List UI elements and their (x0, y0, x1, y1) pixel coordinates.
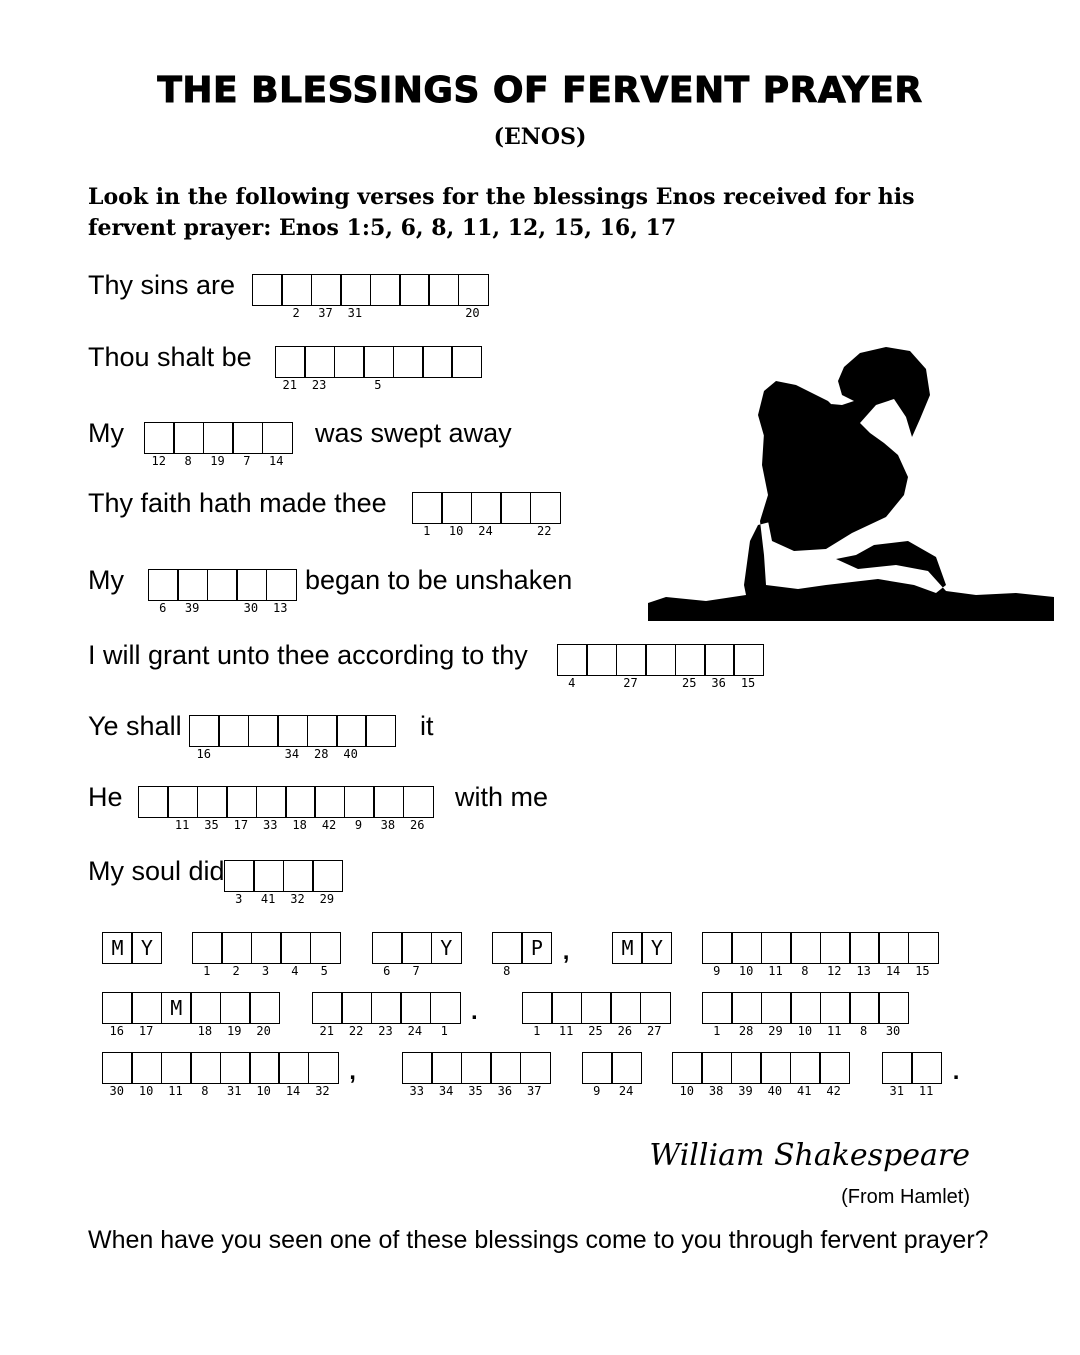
letter-number: 20 (256, 1024, 271, 1038)
letter-number: 5 (320, 964, 328, 978)
punctuation-mark: . (952, 1058, 960, 1085)
letter-number: 17 (233, 818, 249, 832)
letter-number: 38 (708, 1084, 724, 1098)
letter-box[interactable] (645, 644, 676, 676)
letter-box[interactable] (760, 1052, 791, 1084)
letter-number: 23 (378, 1024, 393, 1038)
letter-number (370, 306, 399, 320)
letter-number: 2 (292, 306, 300, 320)
letter-box[interactable] (203, 422, 234, 454)
letter-box[interactable] (878, 932, 909, 964)
letter-number: 9 (354, 818, 363, 832)
letter-box[interactable] (226, 786, 257, 818)
answer-boxes[interactable] (189, 715, 395, 761)
letter-box[interactable] (582, 1052, 613, 1084)
letter-number: 26 (617, 1024, 633, 1038)
letter-box[interactable] (403, 786, 434, 818)
letter-box[interactable] (522, 992, 553, 1024)
letter-box[interactable] (701, 1052, 732, 1084)
answer-boxes[interactable] (412, 492, 559, 538)
cipher-word[interactable] (102, 992, 278, 1038)
letter-box[interactable] (430, 992, 461, 1024)
letter-number: 22 (537, 524, 552, 538)
letter-box[interactable] (340, 274, 371, 306)
letter-box[interactable] (190, 1052, 221, 1084)
letter-number: 12 (827, 964, 842, 978)
letter-number: 8 (503, 964, 511, 978)
cipher-word[interactable] (882, 1052, 941, 1098)
letter-box[interactable] (308, 1052, 339, 1084)
letter-box[interactable] (102, 992, 133, 1024)
letter-box[interactable] (431, 1052, 462, 1084)
letter-number: 32 (315, 1084, 330, 1098)
letter-box[interactable] (218, 715, 249, 747)
letter-number: 30 (243, 601, 259, 615)
letter-number: 25 (682, 676, 697, 690)
letter-number: 35 (468, 1084, 483, 1098)
letter-number: 11 (174, 818, 190, 832)
letter-box[interactable] (731, 932, 762, 964)
letter-number: 19 (210, 454, 225, 468)
cipher-word[interactable] (672, 1052, 848, 1098)
letter-box[interactable] (256, 786, 287, 818)
answer-boxes[interactable] (138, 786, 432, 832)
letter-number: 41 (797, 1084, 812, 1098)
letter-box[interactable] (733, 644, 764, 676)
letter-box[interactable] (586, 644, 617, 676)
letter-number: 9 (593, 1084, 601, 1098)
letter-number: 16 (109, 1024, 124, 1038)
letter-number: 28 (314, 747, 329, 761)
puzzle-clue-label: Thou shalt be (88, 342, 252, 372)
cipher-word[interactable] (582, 1052, 641, 1098)
letter-number: 1 (423, 524, 431, 538)
letter-box[interactable] (882, 1052, 913, 1084)
letter-number: 8 (801, 964, 809, 978)
letter-box[interactable] (551, 992, 582, 1024)
letter-box[interactable] (278, 1052, 309, 1084)
letter-number: 26 (409, 818, 425, 832)
letter-box[interactable] (401, 932, 432, 964)
letter-box[interactable] (372, 932, 403, 964)
puzzle-clue-label: I will grant unto thee according to thy (88, 640, 528, 670)
letter-number: 8 (860, 1024, 868, 1038)
letter-box[interactable] (441, 492, 472, 524)
letter-box[interactable]: Y (431, 932, 462, 964)
cipher-word[interactable] (312, 992, 459, 1038)
letter-box[interactable] (192, 932, 223, 964)
letter-box[interactable] (161, 1052, 192, 1084)
letter-number: 24 (407, 1024, 423, 1038)
cipher-word[interactable] (102, 932, 161, 964)
letter-number: 35 (204, 818, 219, 832)
letter-number (422, 378, 451, 392)
cipher-word[interactable] (702, 992, 908, 1038)
letter-number: 14 (885, 964, 901, 978)
letter-number (428, 306, 457, 320)
letter-box[interactable] (144, 422, 175, 454)
page-subtitle: (ENOS) (493, 124, 587, 150)
letter-number: 13 (856, 964, 871, 978)
letter-number: 6 (383, 964, 391, 978)
letter-box[interactable] (451, 346, 482, 378)
letter-box[interactable] (702, 932, 733, 964)
letter-number: 4 (291, 964, 299, 978)
letter-box[interactable] (370, 274, 401, 306)
quote-source: (From Hamlet) (841, 1186, 970, 1208)
letter-box[interactable] (314, 786, 345, 818)
letter-number (586, 676, 615, 690)
cipher-word[interactable] (522, 992, 669, 1038)
cipher-word[interactable] (612, 932, 671, 964)
letter-box[interactable] (221, 932, 252, 964)
letter-number (645, 676, 674, 690)
letter-number: 18 (292, 818, 307, 832)
letter-number: 3 (261, 964, 270, 978)
letter-box[interactable] (344, 786, 375, 818)
letter-number: 3 (235, 892, 243, 906)
letter-box[interactable] (731, 992, 762, 1024)
letter-box[interactable] (307, 715, 338, 747)
puzzle-clue-suffix: it (420, 711, 434, 741)
letter-number: 15 (740, 676, 756, 690)
letter-number (161, 1024, 190, 1038)
letter-number: 12 (151, 454, 166, 468)
cipher-word[interactable] (192, 932, 339, 978)
letter-number: 34 (438, 1084, 454, 1098)
letter-box[interactable] (236, 569, 267, 601)
letter-number: 40 (767, 1084, 783, 1098)
letter-number (431, 964, 460, 978)
cipher-word[interactable] (492, 932, 551, 978)
letter-box[interactable] (283, 860, 314, 892)
letter-number: 10 (797, 1024, 813, 1038)
letter-box[interactable] (252, 274, 283, 306)
letter-box[interactable] (167, 786, 198, 818)
letter-box[interactable] (819, 1052, 850, 1084)
letter-number: 17 (138, 1024, 154, 1038)
letter-box[interactable] (640, 992, 671, 1024)
answer-boxes[interactable] (224, 860, 342, 906)
letter-number: 2 (232, 964, 240, 978)
letter-box[interactable] (131, 1052, 162, 1084)
letter-number: 33 (409, 1084, 424, 1098)
instructions: Look in the following verses for the blessings Enos received for his fervent prayer: Enos 1:5, 6, 8, 11, 12, 15, 16, 17 (88, 184, 915, 241)
cipher-word[interactable] (102, 1052, 337, 1098)
punctuation-mark: , (349, 1058, 356, 1085)
letter-number (451, 378, 480, 392)
letter-box[interactable] (672, 1052, 703, 1084)
letter-box[interactable] (102, 1052, 133, 1084)
letter-box[interactable] (311, 274, 342, 306)
quote-author: William Shakespeare (649, 1138, 970, 1173)
letter-box[interactable] (363, 346, 394, 378)
answer-boxes[interactable] (557, 644, 763, 690)
letter-box[interactable] (761, 992, 792, 1024)
letter-box[interactable] (177, 569, 208, 601)
letter-number: 27 (647, 1024, 662, 1038)
letter-number: 4 (568, 676, 576, 690)
letter-box[interactable] (702, 992, 733, 1024)
letter-number: 25 (588, 1024, 603, 1038)
letter-number: 42 (321, 818, 337, 832)
puzzle-clue-suffix: began to be unshaken (305, 565, 573, 595)
letter-box[interactable] (820, 932, 851, 964)
letter-box[interactable] (197, 786, 228, 818)
letter-number: 11 (918, 1084, 934, 1098)
letter-box[interactable] (224, 860, 255, 892)
letter-box[interactable] (266, 569, 297, 601)
letter-number: 36 (497, 1084, 513, 1098)
letter-box[interactable] (249, 1052, 280, 1084)
letter-number: 10 (448, 524, 464, 538)
letter-number (521, 964, 550, 978)
letter-box[interactable]: M (102, 932, 133, 964)
letter-box[interactable] (422, 346, 453, 378)
letter-number: 1 (713, 1024, 721, 1038)
cipher-word[interactable] (402, 1052, 549, 1098)
letter-number (399, 306, 428, 320)
letter-number: 38 (380, 818, 396, 832)
letter-box[interactable]: Y (641, 932, 672, 964)
letter-number: 31 (227, 1084, 242, 1098)
letter-number: 1 (203, 964, 211, 978)
letter-box[interactable] (704, 644, 735, 676)
letter-box[interactable] (393, 346, 424, 378)
letter-box[interactable] (220, 992, 251, 1024)
puzzle-clue-label: Ye shall (88, 711, 182, 741)
letter-box[interactable] (148, 569, 179, 601)
letter-number: 6 (159, 601, 167, 615)
letter-number: 30 (109, 1084, 124, 1098)
letter-number: 10 (679, 1084, 694, 1098)
letter-number (207, 601, 236, 615)
letter-box[interactable] (908, 932, 939, 964)
letter-box[interactable] (428, 274, 459, 306)
letter-number: 15 (915, 964, 930, 978)
letter-box[interactable] (790, 932, 821, 964)
letter-number: 11 (168, 1084, 183, 1098)
letter-box[interactable] (275, 346, 306, 378)
letter-box[interactable] (911, 1052, 942, 1084)
letter-box[interactable] (820, 992, 851, 1024)
letter-box[interactable] (461, 1052, 492, 1084)
letter-number: 42 (826, 1084, 841, 1098)
letter-box[interactable] (312, 860, 343, 892)
letter-number: 16 (196, 747, 211, 761)
letter-number: 28 (738, 1024, 754, 1038)
letter-number: 13 (273, 601, 288, 615)
letter-box[interactable] (285, 786, 316, 818)
letter-number: 41 (260, 892, 276, 906)
answer-boxes[interactable] (148, 569, 295, 615)
letter-box[interactable] (530, 492, 561, 524)
answer-boxes[interactable] (275, 346, 481, 392)
letter-number: 7 (412, 964, 420, 978)
letter-box[interactable] (616, 644, 647, 676)
letter-number: 8 (201, 1084, 209, 1098)
letter-box[interactable] (131, 992, 162, 1024)
letter-number (500, 524, 529, 538)
letter-box[interactable] (373, 786, 404, 818)
answer-boxes[interactable] (252, 274, 487, 320)
letter-number: 19 (227, 1024, 242, 1038)
letter-number: 30 (885, 1024, 901, 1038)
letter-box[interactable] (232, 422, 263, 454)
answer-boxes[interactable] (144, 422, 291, 468)
letter-number: 24 (478, 524, 493, 538)
letter-number: 11 (768, 964, 783, 978)
letter-box[interactable] (304, 346, 335, 378)
letter-box[interactable] (412, 492, 443, 524)
letter-box[interactable] (138, 786, 169, 818)
letter-box[interactable] (490, 1052, 521, 1084)
cipher-word[interactable] (372, 932, 460, 978)
letter-box[interactable] (400, 992, 431, 1024)
letter-number: 29 (768, 1024, 783, 1038)
letter-number: 36 (711, 676, 726, 690)
puzzle-clue-label: My (88, 565, 124, 595)
letter-number: 24 (618, 1084, 634, 1098)
letter-box[interactable] (399, 274, 430, 306)
letter-box[interactable]: P (521, 932, 552, 964)
letter-number: 23 (311, 378, 327, 392)
puzzle-clue-label: My soul did (88, 856, 225, 886)
letter-number: 40 (343, 747, 358, 761)
letter-box[interactable] (849, 992, 880, 1024)
letter-box[interactable] (761, 932, 792, 964)
letter-number: 10 (738, 964, 754, 978)
letter-number: 18 (197, 1024, 213, 1038)
letter-box[interactable] (220, 1052, 251, 1084)
cipher-word[interactable] (702, 932, 937, 978)
letter-number: 37 (527, 1084, 542, 1098)
letter-number: 29 (319, 892, 335, 906)
letter-box[interactable] (312, 992, 343, 1024)
letter-number: 11 (827, 1024, 842, 1038)
letter-box[interactable] (334, 346, 365, 378)
letter-number: 7 (243, 454, 251, 468)
letter-box[interactable] (675, 644, 706, 676)
reflection-question: When have you seen one of these blessings come to you through fervent prayer? (88, 1226, 989, 1254)
letter-number: 39 (184, 601, 200, 615)
letter-box[interactable] (280, 932, 311, 964)
letter-box[interactable] (492, 932, 523, 964)
punctuation-mark: , (562, 938, 570, 965)
letter-number: 22 (348, 1024, 364, 1038)
letter-box[interactable] (610, 992, 641, 1024)
letter-number: 11 (558, 1024, 574, 1038)
letter-box[interactable] (277, 715, 308, 747)
letter-number: 32 (290, 892, 305, 906)
letter-number: 21 (282, 378, 297, 392)
puzzle-clue-label: He (88, 782, 123, 812)
letter-box[interactable] (281, 274, 312, 306)
letter-number: 21 (319, 1024, 334, 1038)
letter-number: 8 (184, 454, 192, 468)
puzzle-clue-label: Thy faith hath made thee (88, 488, 387, 518)
letter-box[interactable]: M (161, 992, 192, 1024)
letter-box[interactable] (365, 715, 396, 747)
letter-number: 20 (465, 306, 480, 320)
letter-box[interactable] (341, 992, 372, 1024)
letter-number: 39 (738, 1084, 753, 1098)
letter-box[interactable] (790, 992, 821, 1024)
letter-box[interactable] (458, 274, 489, 306)
letter-box[interactable] (520, 1052, 551, 1084)
letter-box[interactable] (557, 644, 588, 676)
letter-number: 9 (713, 964, 721, 978)
letter-box[interactable] (336, 715, 367, 747)
letter-number: 5 (374, 378, 382, 392)
puzzle-clue-label: My (88, 418, 124, 448)
letter-number: 10 (256, 1084, 271, 1098)
puzzle-clue-label: Thy sins are (88, 270, 236, 300)
letter-number: 1 (533, 1024, 541, 1038)
letter-box[interactable]: Y (131, 932, 162, 964)
letter-number: 14 (269, 454, 284, 468)
letter-box[interactable] (253, 860, 284, 892)
letter-number: 1 (440, 1024, 448, 1038)
letter-number (365, 747, 394, 761)
letter-box[interactable] (500, 492, 531, 524)
letter-number: 14 (285, 1084, 301, 1098)
page-title: THE BLESSINGS OF FERVENT PRAYER (157, 70, 923, 111)
letter-number (138, 818, 167, 832)
letter-number: 37 (318, 306, 333, 320)
letter-box[interactable] (189, 715, 220, 747)
letter-number: 27 (623, 676, 638, 690)
letter-number (252, 306, 281, 320)
letter-box[interactable] (249, 992, 280, 1024)
praying-man-silhouette-icon (646, 345, 1056, 625)
punctuation-mark: . (471, 998, 478, 1025)
letter-box[interactable] (173, 422, 204, 454)
letter-number: 33 (263, 818, 278, 832)
letter-box[interactable] (471, 492, 502, 524)
letter-box[interactable] (251, 932, 282, 964)
letter-box[interactable] (731, 1052, 762, 1084)
letter-box[interactable] (207, 569, 238, 601)
letter-box[interactable] (611, 1052, 642, 1084)
letter-number: 31 (347, 306, 363, 320)
letter-number: 31 (889, 1084, 904, 1098)
letter-box[interactable] (310, 932, 341, 964)
letter-box[interactable] (581, 992, 612, 1024)
letter-box[interactable] (190, 992, 221, 1024)
letter-box[interactable] (402, 1052, 433, 1084)
letter-box[interactable] (371, 992, 402, 1024)
letter-number (334, 378, 363, 392)
letter-box[interactable] (849, 932, 880, 964)
letter-number: 34 (284, 747, 300, 761)
letter-number: 10 (138, 1084, 154, 1098)
letter-number (393, 378, 422, 392)
letter-box[interactable] (248, 715, 279, 747)
letter-box[interactable] (878, 992, 909, 1024)
puzzle-clue-suffix: with me (455, 782, 549, 812)
letter-number (218, 747, 247, 761)
letter-box[interactable] (262, 422, 293, 454)
letter-box[interactable] (790, 1052, 821, 1084)
puzzle-clue-suffix: was swept away (315, 418, 512, 448)
letter-box[interactable]: M (612, 932, 643, 964)
letter-number (248, 747, 277, 761)
